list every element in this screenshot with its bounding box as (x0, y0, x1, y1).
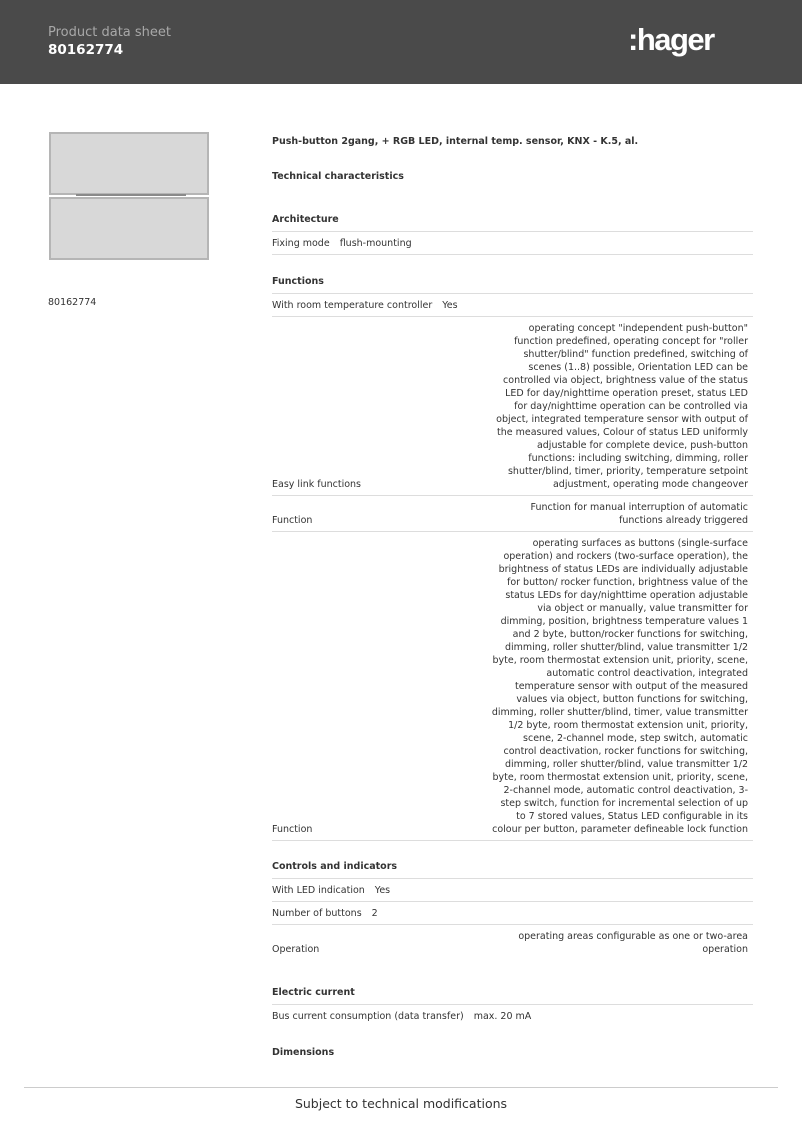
spec-row (272, 232, 753, 255)
main-content (272, 135, 753, 1059)
document-type: Product data sheet (48, 25, 172, 40)
spec-row (272, 317, 753, 496)
spec-label: Number of buttons (272, 908, 362, 919)
spec-row (272, 532, 753, 841)
footer (0, 1096, 802, 1111)
spec-value: operating surfaces as buttons (single-surface operation) and rockers (two-surface operation), the brightness of status LEDs are individually adjustable for button/ rocker function, brightness value of the status LEDs for day/nighttime operation adjustable via object or manually, value transmitter for dimming, position, brightness temperature values 1 and 2 byte, button/rocker functions for switching, dimming, roller shutter/blind, value transmitter 1/2 byte, room thermostat extension unit, priority, scene, automatic control deactivation, integrated temperature sensor with output of the measured values via object, button functions for switching, dimming, roller shutter/blind, timer, value transmitter 1/2 byte, room thermostat extension unit, priority, scene, 2-channel mode, step switch, automatic control deactivation, rocker functions for switching, dimming, roller shutter/blind, value transmitter 1/2 byte, room thermostat extension unit, priority, scene, 2-channel mode, automatic control deactivation, 3-step switch, function for incremental selection of up to 7 stored values, Status LED configurable in its colour per button, parameter defineable lock function (491, 538, 748, 835)
spec-row (272, 496, 753, 532)
spec-label: Easy link functions (272, 479, 361, 490)
spec-row (272, 294, 753, 317)
spec-value: Yes (374, 885, 391, 896)
header-bar (0, 0, 802, 84)
panel-divider (76, 194, 186, 196)
spec-row (272, 879, 753, 902)
sidebar-product-number: 80162774 (48, 297, 97, 308)
spec-value: Function for manual interruption of automatic functions already triggered (530, 502, 748, 526)
spec-row (272, 925, 753, 960)
technical-heading: Technical characteristics (272, 171, 404, 182)
product-title: Push-button 2gang, + RGB LED, internal temp. sensor, KNX - K.5, al. (272, 136, 639, 147)
spec-label: Function (272, 824, 313, 835)
footer-text: Subject to technical modifications (294, 1096, 508, 1111)
spec-label: Function (272, 515, 313, 526)
section-heading-dimensions: Dimensions (272, 1047, 335, 1058)
spec-label: With room temperature controller (272, 300, 433, 311)
spec-label: Bus current consumption (data transfer) (272, 1011, 464, 1022)
spec-value: Yes (442, 300, 458, 311)
footer-divider (24, 1087, 778, 1088)
spec-label: Fixing mode (272, 238, 330, 249)
spec-label: Operation (272, 944, 320, 955)
section-heading-functions: Functions (272, 275, 753, 294)
section-heading-architecture: Architecture (272, 213, 753, 232)
spec-value: flush-mounting (339, 238, 412, 249)
spec-value: operating concept "independent push-button" function predefined, operating concept for "roller shutter/blind" function predefined, switching of scenes (1..8) possible, Orientation LED can be controlled via object, brightness value of the status LED for day/nighttime operation preset, status LED for day/nighttime operation can be controlled via object, integrated temperature sensor with output of the measured values, Colour of status LED uniformly adjustable for complete device, push-button functions: including switching, dimming, roller shutter/blind, timer, priority, temperature setpoint adjustment, operating mode changeover (496, 323, 748, 490)
spec-value: 2 (371, 908, 378, 919)
spec-label: With LED indication (272, 885, 365, 896)
section-heading-electric-current: Electric current (272, 986, 753, 1005)
product-image (48, 131, 210, 261)
spec-value: operating areas configurable as one or two-area operation (518, 931, 748, 955)
hager-logo: :hager (628, 22, 714, 57)
spec-row (272, 902, 753, 925)
section-heading-controls: Controls and indicators (272, 860, 753, 879)
spec-value: max. 20 mA (473, 1011, 532, 1022)
button-panel-top (49, 132, 209, 195)
button-panel-bottom (49, 197, 209, 260)
header-product-number: 80162774 (48, 42, 124, 58)
spec-row (272, 1005, 753, 1027)
